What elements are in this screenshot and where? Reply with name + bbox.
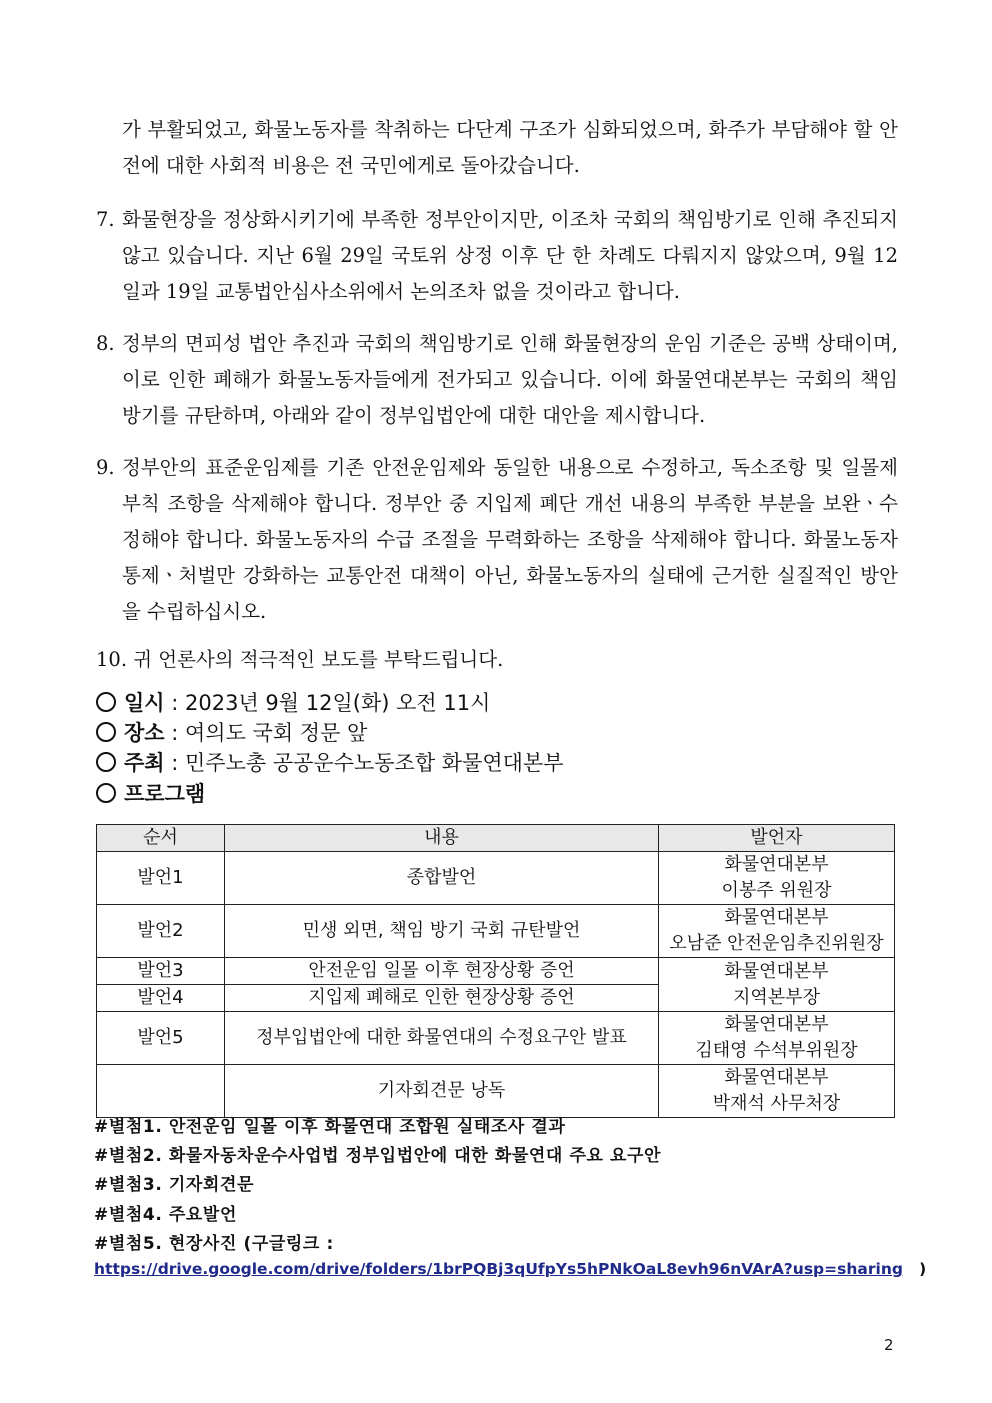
paragraph-number: 9. [96,456,115,479]
circle-bullet-icon [96,722,116,742]
cell-speaker [659,905,895,958]
continuation-paragraph [122,112,898,184]
circle-bullet-icon [96,692,116,712]
speaker-org: 화물연대본부 [724,907,829,928]
speaker-name: 지역본부장 [733,986,820,1008]
cell-order: 발언3 [97,958,225,985]
header-content: 내용 [225,825,659,852]
paragraph-text: 정부안의 표준운임제를 기존 안전운임제와 동일한 내용으로 수정하고, 독소조항 및 일몰제 부칙 조항을 삭제해야 합니다. 정부안 중 지입제 폐단 개선 내용의 부족한 부분을 보완ㆍ수정해야 합니다. 화물노동자의 수급 조절을 무력화하는 조항을 삭제해야 합니다. 화물노동자 통제ㆍ처벌만 강화하는 교통안전 대책이 아닌, 화물노동자의 실태에 근거한 실질적인 방안을 수립하십시오. [122,456,898,623]
attachment-2: #별첨2. 화물자동차운수사업법 정부입법안에 대한 화물연대 주요 요구안 [94,1146,662,1166]
host-key: 주최 [124,751,165,775]
google-drive-link[interactable]: https://drive.google.com/drive/folders/1brPQBj3qUfpYs5hPNkOaL8evh96nVArA?usp=sharing [94,1260,903,1278]
circle-bullet-icon [96,783,116,803]
attachment-5: #별첨5. 현장사진 (구글링크 : [94,1234,334,1254]
attachment-1: #별첨1. 안전운임 일몰 이후 화물연대 조합원 실태조사 결과 [94,1117,566,1137]
cell-content: 정부입법안에 대한 화물연대의 수정요구안 발표 [225,1012,659,1065]
speaker-name: 김태영 수석부위원장 [695,1040,858,1061]
place-key: 장소 [124,721,165,745]
paragraph-number: 7. [96,208,115,231]
cell-content: 지입제 폐해로 인한 현장상황 증언 [225,985,659,1012]
page-number: 2 [884,1336,894,1354]
cell-content: 안전운임 일몰 이후 현장상황 증언 [225,958,659,985]
place-value: : 여의도 국회 정문 앞 [171,721,368,745]
event-host [96,748,564,778]
cell-speaker [659,958,895,1012]
cell-order: 발언5 [97,1012,225,1065]
speaker-name: 이봉주 위원장 [721,880,832,901]
attachment-3: #별첨3. 기자회견문 [94,1175,255,1195]
speaker-org: 화물연대본부 [724,854,829,875]
host-value: : 민주노총 공공운수노동조합 화물연대본부 [171,751,564,775]
paragraph-text: 정부의 면피성 법안 추진과 국회의 책임방기로 인해 화물현장의 운임 기준은 공백 상태이며, 이로 인한 폐해가 화물노동자들에게 전가되고 있습니다. 이에 화물연대본부는 국회의 책임방기를 규탄하며, 아래와 같이 정부입법안에 대한 대안을 제시합니다. [122,332,898,427]
header-speaker: 발언자 [659,825,895,852]
table-row [97,1012,895,1065]
paragraph-7 [96,202,898,310]
cell-order [97,1065,225,1118]
circle-bullet-icon [96,752,116,772]
program-table [96,824,895,1118]
paragraph-9 [96,450,898,630]
cell-content: 종합발언 [225,852,659,905]
paragraph-number: 10. [96,648,128,671]
paragraph-number: 8. [96,332,115,355]
speaker-name: 오남준 안전운임추진위원장 [669,933,884,954]
speaker-org: 화물연대본부 [724,1067,829,1088]
table-header-row [97,825,895,852]
drive-link-line [94,1260,926,1278]
speaker-org: 화물연대본부 [724,960,829,982]
paragraph-text: 귀 언론사의 적극적인 보도를 부탁드립니다. [133,648,504,671]
cell-order: 발언1 [97,852,225,905]
paragraph-text: 화물현장을 정상화시키기에 부족한 정부안이지만, 이조차 국회의 책임방기로 인해 추진되지 않고 있습니다. 지난 6월 29일 국토위 상정 이후 단 한 차례도 다뤄지지 않았으며, 9월 12일과 19일 교통법안심사소위에서 논의조차 없을 것이라고 합니다. [122,208,898,303]
link-close-paren: ) [919,1260,927,1278]
cell-speaker [659,1065,895,1118]
paragraph-text: 가 부활되었고, 화물노동자를 착취하는 다단계 구조가 심화되었으며, 화주가 부담해야 할 안전에 대한 사회적 비용은 전 국민에게로 돌아갔습니다. [122,118,898,177]
table-row [97,852,895,905]
header-order: 순서 [97,825,225,852]
paragraph-8 [96,326,898,434]
event-place [96,718,367,748]
cell-speaker [659,852,895,905]
table-row [97,1065,895,1118]
date-key: 일시 [124,691,165,715]
event-program [96,779,205,809]
cell-order: 발언4 [97,985,225,1012]
cell-content: 민생 외면, 책임 방기 국회 규탄발언 [225,905,659,958]
program-key: 프로그램 [124,782,206,806]
speaker-name: 박재석 사무처장 [712,1093,841,1114]
event-date [96,688,490,718]
paragraph-10 [96,642,898,678]
date-value: : 2023년 9월 12일(화) 오전 11시 [171,691,491,715]
table-row [97,905,895,958]
attachment-4: #별첨4. 주요발언 [94,1205,237,1225]
cell-order: 발언2 [97,905,225,958]
cell-speaker [659,1012,895,1065]
table-row [97,958,895,985]
speaker-org: 화물연대본부 [724,1014,829,1035]
cell-content: 기자회견문 낭독 [225,1065,659,1118]
